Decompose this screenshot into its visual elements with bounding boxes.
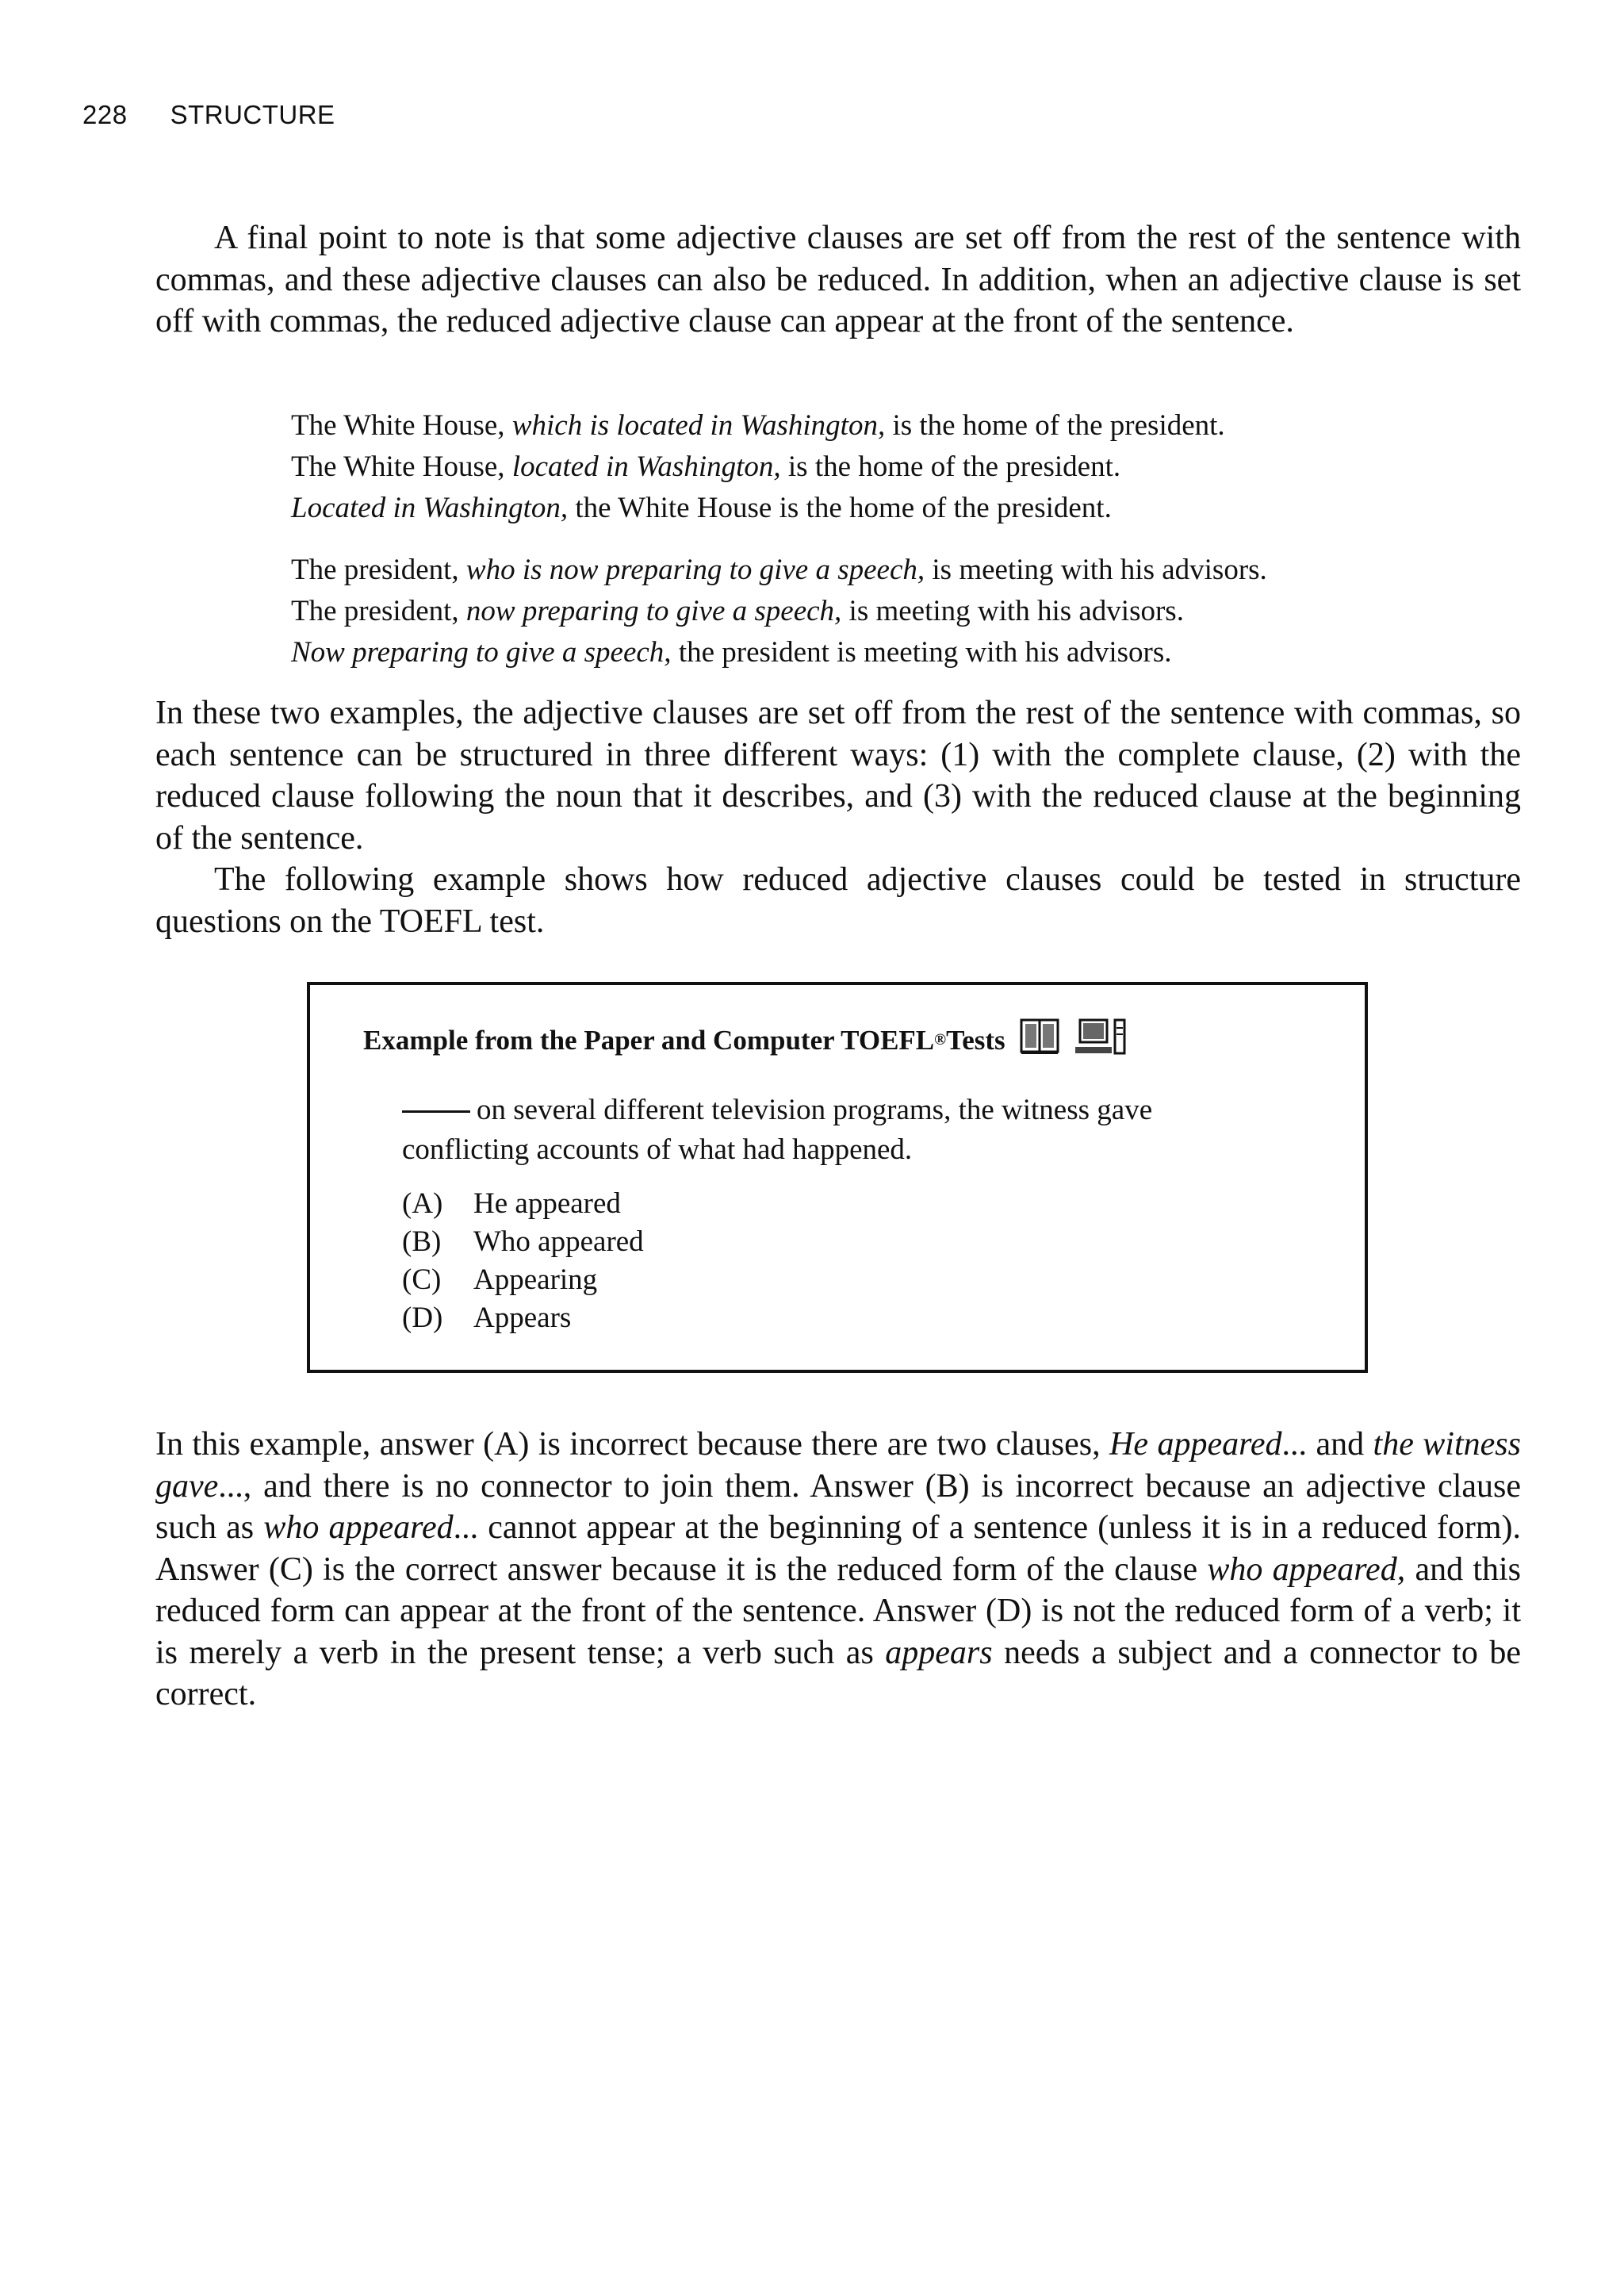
answer-blank <box>402 1110 470 1113</box>
example-sentence: Located in Washington, the White House is the home of the president. <box>291 492 1112 524</box>
answer-paragraph: In this example, answer (A) is incorrect because there are two clauses, He appeared... and the witness gave..., and there is no connector to join them. Answer (B) is incorrect because an adjective clause such as who appeared... cannot appear at the beginning of a sentence (unless it is in a reduced form). Answer (C) is the correct answer because it is the reduced form of the clause who appeared, and this reduced form can appear at the front of the sentence. Answer (D) is not the reduced form of a verb; it is merely a verb in the present tense; a verb such as appears needs a subject and a connector to be correct. <box>155 1426 1522 1712</box>
book-icon <box>1020 1018 1059 1062</box>
page-header <box>82 100 335 130</box>
example-sentence: The president, now preparing to give a speech, is meeting with his advisors. <box>291 595 1184 627</box>
explanation-paragraph: In these two examples, the adjective clauses are set off from the rest of the sentence with commas, so each sentence can be structured in three different ways: (1) with the complete clause, (2) with the reduced clause following the noun that it describes, and (3) with the reduced clause at the beginning of the sentence. <box>155 695 1521 857</box>
example-sentence: The president, who is now preparing to give a speech, is meeting with his advisors. <box>291 554 1267 586</box>
question-text: on several different television programs, the witness gave conflicting accounts of what had happened. <box>402 1094 1153 1166</box>
example-group-president <box>291 550 1267 673</box>
answer-options <box>402 1185 644 1337</box>
example-sentence: Now preparing to give a speech, the president is meeting with his advisors. <box>291 636 1172 669</box>
example-box-title: Example from the Paper and Computer TOEFL ® Tests <box>363 1017 1126 1064</box>
option-b: (B) Who appeared <box>402 1225 644 1258</box>
example-box <box>307 982 1368 1373</box>
option-c: (C) Appearing <box>402 1263 598 1296</box>
example-sentence: The White House, which is located in Washington, is the home of the president. <box>291 409 1225 442</box>
computer-icon <box>1074 1017 1126 1064</box>
intro-paragraph: A final point to note is that some adjective clauses are set off from the rest of the sentence with commas, and these adjective clauses can also be reduced. In addition, when an adjective clause is set off with commas, the reduced adjective clause can appear at the front of the sentence. <box>155 220 1521 339</box>
example-sentence: The White House, located in Washington, is the home of the president. <box>291 451 1121 483</box>
option-a: (A) He appeared <box>402 1187 621 1220</box>
option-d: (D) Appears <box>402 1302 572 1334</box>
following-paragraph: The following example shows how reduced adjective clauses could be tested in structure questions on the TOEFL test. <box>155 861 1521 940</box>
section-title: STRUCTURE <box>170 100 335 129</box>
page-number: 228 <box>82 100 128 129</box>
example-group-white-house <box>291 405 1225 529</box>
